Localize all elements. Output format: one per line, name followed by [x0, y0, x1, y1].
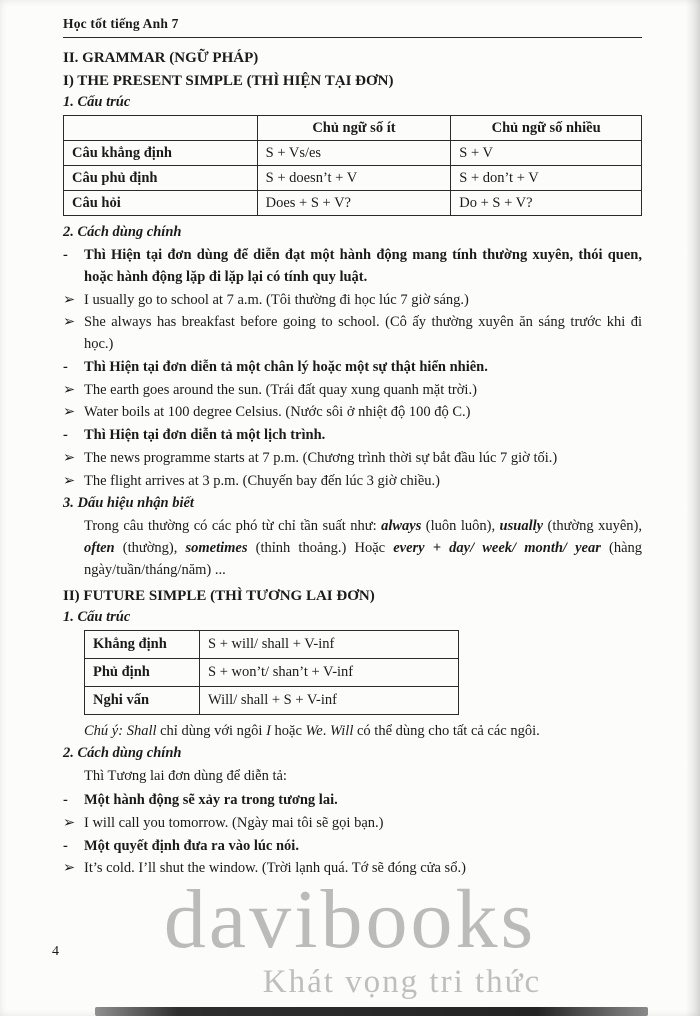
table-cell: S + don’t + V	[451, 166, 642, 191]
usage-point	[63, 425, 642, 447]
table-row	[64, 166, 642, 191]
section-heading: II) FUTURE SIMPLE (THÌ TƯƠNG LAI ĐƠN)	[63, 587, 375, 604]
table-cell: Do + S + V?	[451, 191, 642, 216]
table-cell: S + will/ shall + V-inf	[200, 630, 459, 658]
text-segment: có thể dùng cho tất cả các ngôi.	[353, 722, 540, 739]
item-text: I will call you tomorrow. (Ngày mai tôi sẽ gọi bạn.)	[84, 814, 384, 831]
arrow-bullet-icon: ➢	[63, 449, 76, 466]
section-heading: I) THE PRESENT SIMPLE (THÌ HIỆN TẠI ĐƠN)	[63, 73, 394, 89]
text-segment: Trong câu thường có các phó từ chỉ tần suất như:	[84, 518, 382, 535]
table-row	[85, 686, 459, 714]
scan-edge-bar	[95, 1007, 648, 1016]
text-segment: always	[381, 518, 422, 535]
text-segment: (luôn luôn),	[421, 518, 500, 535]
paragraph	[84, 516, 642, 581]
numbered-subheading: 1. Cấu trúc	[63, 608, 131, 625]
text-segment: Shall	[126, 722, 157, 739]
numbered-subheading: 2. Cách dùng chính	[63, 745, 182, 762]
usage-point	[63, 790, 642, 812]
table-cell: Câu khẳng định	[64, 141, 258, 166]
section-heading: II. GRAMMAR (NGỮ PHÁP)	[63, 50, 259, 66]
arrow-bullet-icon: ➢	[63, 860, 76, 877]
item-text: I usually go to school at 7 a.m. (Tôi thường đi học lúc 7 giờ sáng.)	[84, 291, 469, 308]
arrow-bullet-icon: ➢	[63, 472, 76, 489]
paragraph: Thì Tương lai đơn dùng để diễn tả:	[84, 768, 287, 785]
text-segment: .	[322, 722, 330, 739]
text-segment: (thỉnh thoảng.) Hoặc	[247, 540, 394, 556]
usage-point	[63, 357, 642, 379]
example-item	[63, 290, 642, 312]
table-cell: Câu phủ định	[64, 166, 258, 191]
text-segment: every + day/ week/ month/ year	[393, 540, 601, 556]
text-segment: usually	[499, 518, 544, 535]
item-text: Một hành động sẽ xảy ra trong tương lai.	[84, 792, 338, 808]
table-row	[64, 191, 642, 216]
column-header: Chủ ngữ số ít	[257, 116, 451, 141]
numbered-subheading: 1. Cấu trúc	[63, 94, 131, 110]
dash-bullet-icon: -	[63, 837, 68, 854]
item-text: It’s cold. I’ll shut the window. (Trời lạnh quá. Tớ sẽ đóng cửa sổ.)	[84, 860, 466, 877]
dash-bullet-icon: -	[63, 792, 68, 808]
numbered-subheading: 2. Cách dùng chính	[63, 224, 182, 240]
text-segment: Chú ý:	[84, 722, 127, 739]
example-item	[63, 813, 642, 835]
column-header: Chủ ngữ số nhiều	[451, 116, 642, 141]
text-segment: sometimes	[185, 540, 248, 556]
item-text: The news programme starts at 7 p.m. (Chương trình thời sự bắt đầu lúc 7 giờ tối.)	[84, 449, 558, 466]
watermark-brand: davibooks	[163, 873, 537, 966]
table-cell: Nghi vấn	[85, 686, 200, 714]
item-text: Thì Hiện tại đơn diễn tả một chân lý hoặc một sự thật hiển nhiên.	[84, 358, 488, 375]
dash-bullet-icon: -	[63, 247, 68, 263]
watermark-slogan: Khát vọng tri thức	[262, 964, 542, 1000]
dash-bullet-icon: -	[63, 358, 68, 375]
text-segment: We	[305, 722, 323, 739]
dash-bullet-icon: -	[63, 427, 68, 443]
example-item	[63, 858, 642, 880]
table-row	[85, 658, 459, 686]
example-item	[63, 380, 642, 402]
text-segment: I	[266, 722, 271, 739]
page-content	[63, 50, 642, 880]
text-segment: (thường xuyên),	[543, 518, 642, 535]
arrow-bullet-icon: ➢	[63, 291, 76, 308]
arrow-bullet-icon: ➢	[63, 314, 76, 331]
text-segment: hoặc	[270, 722, 306, 739]
item-text: Water boils at 100 degree Celsius. (Nước sôi ở nhiệt độ 100 độ C.)	[84, 404, 471, 421]
usage-point	[63, 245, 642, 289]
item-text: She always has breakfast before going to school. (Cô ấy thường xuyên ăn sáng trước khi đi học.)	[84, 314, 642, 352]
column-header	[64, 116, 258, 141]
future-simple-structure-table	[84, 630, 459, 715]
arrow-bullet-icon: ➢	[63, 404, 76, 421]
table-cell: Will/ shall + S + V-inf	[200, 686, 459, 714]
paragraph	[84, 721, 642, 743]
header-rule	[63, 37, 642, 38]
table-cell: S + doesn’t + V	[257, 166, 451, 191]
table-cell: S + Vs/es	[257, 141, 451, 166]
text-segment: (hàng ngày/tuần/tháng/năm) ...	[84, 540, 643, 578]
item-text: Thì Hiện tại đơn dùng để diễn đạt một hành động mang tính thường xuyên, thói quen, hoặc hành động lặp đi lặp lại có tính quy luật.	[84, 247, 642, 285]
item-text: The flight arrives at 3 p.m. (Chuyến bay đến lúc 3 giờ chiều.)	[84, 472, 440, 489]
example-item	[63, 312, 642, 356]
table-cell: Câu hỏi	[64, 191, 258, 216]
arrow-bullet-icon: ➢	[63, 814, 76, 831]
present-simple-structure-table	[63, 115, 642, 216]
numbered-subheading: 3. Dấu hiệu nhận biết	[63, 495, 194, 512]
arrow-bullet-icon: ➢	[63, 381, 76, 398]
text-segment: chỉ dùng với ngôi	[156, 722, 267, 739]
running-header: Học tốt tiếng Anh 7	[63, 16, 179, 31]
table-cell: Phủ định	[85, 658, 200, 686]
table-header-row	[64, 116, 642, 141]
item-text: The earth goes around the sun. (Trái đất quay xung quanh mặt trời.)	[84, 381, 477, 398]
item-text: Một quyết định đưa ra vào lúc nói.	[84, 837, 299, 854]
table-row	[64, 141, 642, 166]
example-item	[63, 471, 642, 493]
table-cell: S + won’t/ shan’t + V-inf	[200, 658, 459, 686]
table-cell: Does + S + V?	[257, 191, 451, 216]
text-segment: (thường),	[114, 540, 186, 556]
page-number: 4	[52, 944, 59, 959]
usage-point	[63, 836, 642, 858]
example-item	[63, 448, 642, 470]
table-cell: S + V	[451, 141, 642, 166]
table-row	[85, 630, 459, 658]
table-cell: Khẳng định	[85, 630, 200, 658]
text-segment: Will	[329, 722, 354, 739]
text-segment: often	[84, 540, 115, 556]
example-item	[63, 402, 642, 424]
item-text: Thì Hiện tại đơn diễn tả một lịch trình.	[84, 427, 326, 443]
